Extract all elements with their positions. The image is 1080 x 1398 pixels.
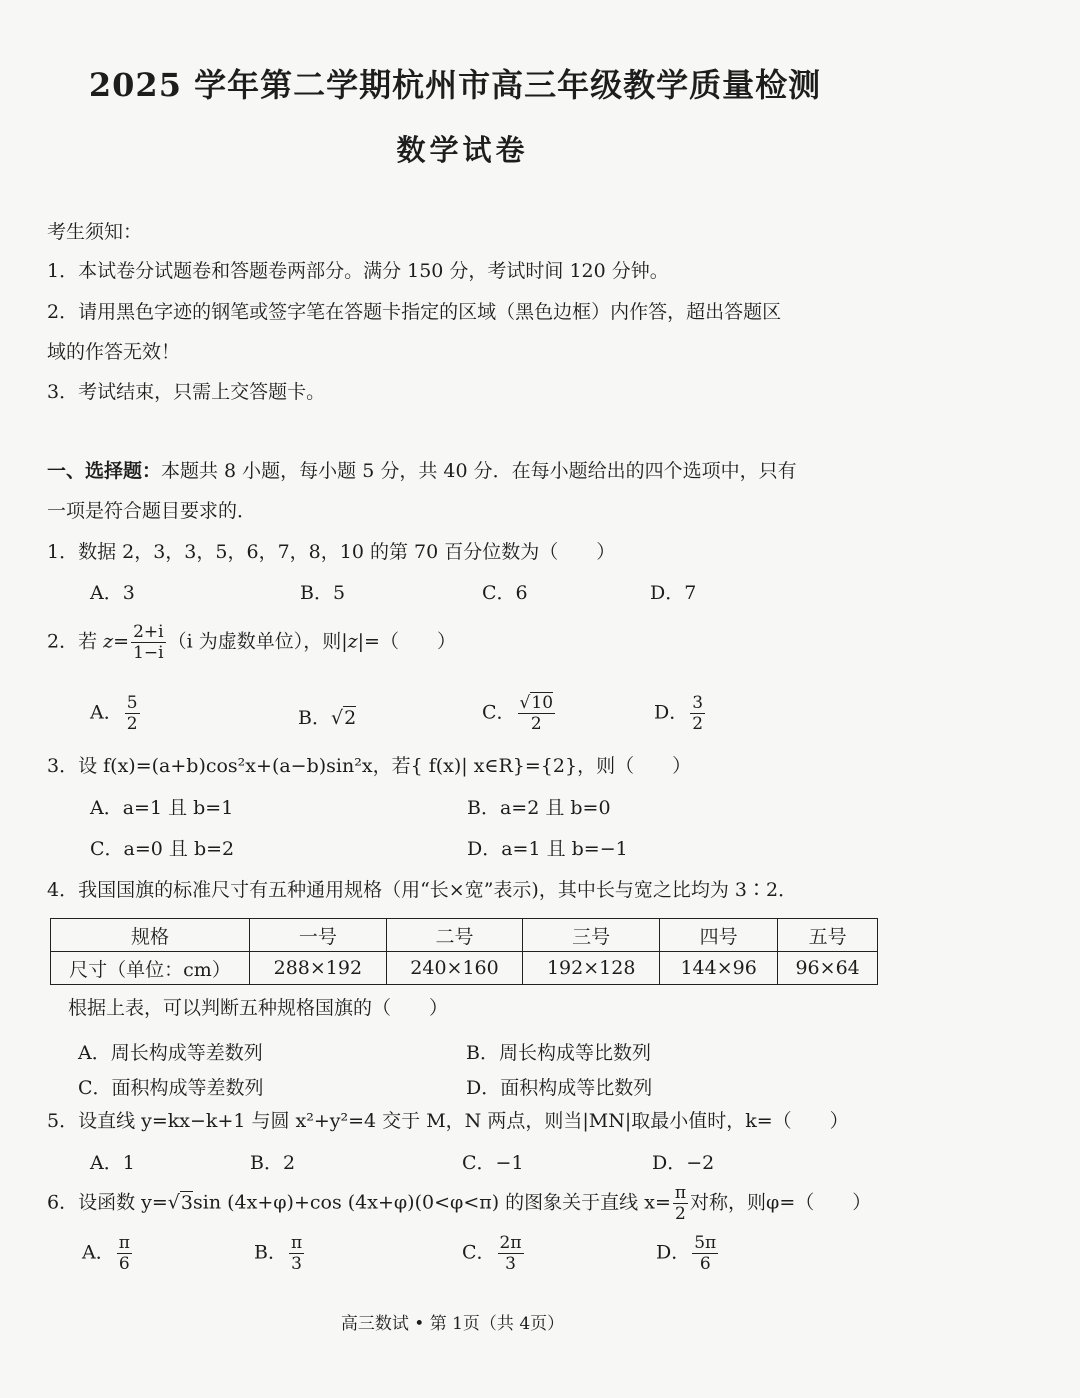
question-2-option-b: B．√2 [298,707,357,729]
question-5-option-d: D．−2 [652,1152,715,1174]
question-5-option-b: B．2 [250,1152,296,1174]
question-1-option-a: A．3 [90,582,135,604]
page-footer: 高三数试 • 第 1页（共 4页） [340,1314,565,1334]
question-2-option-a: A． $\frac{5}{2}$ [90,693,138,734]
table-row [51,952,878,985]
table-cell: 240×160 [386,952,523,985]
question-4-question: 根据上表，可以判断五种规格国旗的（ ） [68,997,449,1019]
question-5-stem: 5．设直线 y=kx−k+1 与圆 x²+y²=4 交于 M，N 两点，则当|MN|取最小值时，k=（ ） [47,1110,849,1132]
section-1-title: 一、选择题： [47,460,162,482]
question-4-option-c: C．面积构成等差数列 [78,1077,264,1099]
question-6-option-a: A． $\frac{\pi}{6}$ [82,1233,130,1274]
question-4-option-b: B．周长构成等比数列 [466,1042,651,1064]
section-1-desc: 本题共 8 小题，每小题 5 分，共 40 分．在每小题给出的四个选项中，只有 [161,460,797,482]
notice-item-2-cont: 域的作答无效！ [47,341,181,363]
table-cell: 96×64 [778,952,878,985]
question-5-option-c: C．−1 [462,1152,524,1174]
question-1-option-c: C．6 [482,582,528,604]
table-header-cell: 规格 [51,919,250,952]
question-5-option-a: A．1 [90,1152,135,1174]
question-6-stem: 6．设函数 y=√3sin (4x+φ)+cos (4x+φ)(0<φ<π) 的图象关于直线 x= $\frac{\pi}{2}$ 对称，则φ=（ ） [47,1183,872,1224]
notice-item-3: 3．考试结束，只需上交答题卡。 [47,381,326,403]
question-3-option-a: A．a=1 且 b=1 [90,797,234,819]
table-cell: 192×128 [523,952,660,985]
table-header-cell: 二号 [386,919,523,952]
question-3-option-c: C．a=0 且 b=2 [90,838,235,860]
question-4-stem: 4．我国国旗的标准尺寸有五种通用规格（用“长×宽”表示)，其中长与宽之比均为 3∶2． [47,879,798,901]
question-4-option-a: A．周长构成等差数列 [78,1042,263,1064]
section-1-desc-cont: 一项是符合题目要求的． [47,500,257,522]
table-cell: 尺寸（单位：cm） [51,952,250,985]
table-header-cell: 三号 [523,919,660,952]
table-header-cell: 五号 [778,919,878,952]
table-header-cell: 一号 [250,919,387,952]
notice-item-2: 2．请用黑色字迹的钢笔或签字笔在答题卡指定的区域（黑色边框）内作答，超出答题区 [47,301,782,323]
question-2-fraction: $\frac{2+i}{1-i}$ [133,622,164,663]
question-1-stem: 1．数据 2，3，3，5，6，7，8，10 的第 70 百分位数为（ ） [47,541,616,563]
question-3-option-b: B．a=2 且 b=0 [467,797,611,819]
question-3-option-d: D．a=1 且 b=−1 [467,838,628,860]
question-2-stem: 2．若 z= $\frac{2+i}{1-i}$ （i 为虚数单位），则|z|=（ ） [47,622,456,663]
question-2-option-c: C． $\frac{√10}{2}$ [482,693,554,734]
table-header-cell: 四号 [660,919,778,952]
question-1-option-d: D．7 [650,582,697,604]
question-6-option-d: D． $\frac{5\pi}{6}$ [656,1233,717,1274]
table-cell: 288×192 [250,952,387,985]
table-cell: 144×96 [660,952,778,985]
exam-title: 2025 学年第二学期杭州市高三年级教学质量检测 [88,66,822,104]
flag-spec-table [50,918,878,985]
question-6-option-c: C． $\frac{2\pi}{3}$ [462,1233,522,1274]
table-header-row [51,919,878,952]
notice-item-1: 1．本试卷分试题卷和答题卷两部分。满分 150 分，考试时间 120 分钟。 [47,260,669,282]
question-3-stem: 3．设 f(x)=(a+b)cos²x+(a−b)sin²x，若{ f(x)| x∈R}={2}，则（ ） [47,755,692,777]
question-2-option-d: D． $\frac{3}{2}$ [654,693,704,734]
notice-heading: 考生须知： [47,221,143,243]
section-1-heading [47,456,797,483]
exam-subtitle: 数学试卷 [396,133,529,167]
question-1-option-b: B．5 [300,582,346,604]
question-4-option-d: D．面积构成等比数列 [466,1077,653,1099]
question-6-option-b: B． $\frac{\pi}{3}$ [254,1233,303,1274]
